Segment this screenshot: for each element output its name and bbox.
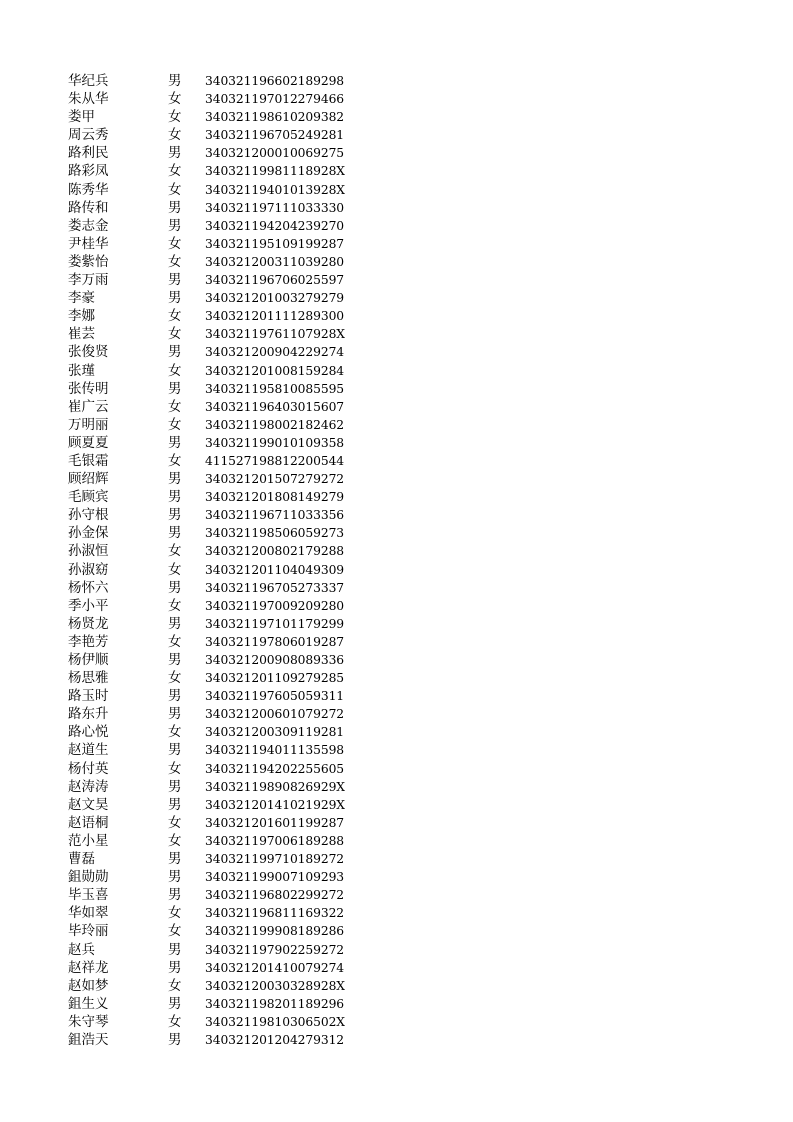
- id-number-cell: 340321201601199287: [205, 815, 345, 830]
- name-cell: 孙淑恒: [68, 543, 109, 560]
- table-row: [0, 597, 793, 615]
- id-number-cell: 340321196602189298: [205, 74, 345, 88]
- id-number-cell: 340321195109199287: [205, 236, 345, 251]
- table-row: [0, 651, 793, 669]
- gender-cell: 女: [168, 235, 182, 252]
- person-list: [0, 72, 793, 1049]
- table-row: [0, 362, 793, 380]
- name-cell: 毛银霜: [68, 452, 109, 469]
- name-cell: 范小星: [68, 832, 109, 849]
- gender-cell: 女: [168, 91, 182, 108]
- table-row: [0, 615, 793, 633]
- table-row: [0, 796, 793, 814]
- gender-cell: 女: [168, 181, 182, 198]
- gender-cell: 男: [168, 73, 182, 89]
- gender-cell: 女: [168, 109, 182, 126]
- id-number-cell: 340321197012279466: [205, 92, 345, 107]
- gender-cell: 女: [168, 326, 182, 343]
- table-row: [0, 542, 793, 560]
- id-number-cell: 340321197006189288: [205, 833, 345, 848]
- name-cell: 路心悦: [68, 724, 109, 741]
- id-number-cell: 340321194011135598: [205, 743, 345, 758]
- gender-cell: 男: [168, 471, 182, 488]
- gender-cell: 男: [168, 217, 182, 234]
- name-cell: 华纪兵: [68, 73, 109, 89]
- name-cell: 李万雨: [68, 272, 109, 289]
- gender-cell: 男: [168, 688, 182, 705]
- id-number-cell: 34032119981118928X: [205, 164, 345, 179]
- id-number-cell: 340321196403015607: [205, 399, 345, 414]
- gender-cell: 女: [168, 760, 182, 777]
- table-row: [0, 814, 793, 832]
- name-cell: 鉏勋勋: [68, 869, 109, 886]
- gender-cell: 女: [168, 163, 182, 180]
- name-cell: 孙守根: [68, 507, 109, 524]
- name-cell: 杨思雅: [68, 670, 109, 687]
- name-cell: 张俊贤: [68, 344, 109, 361]
- id-number-cell: 340321197902259272: [205, 942, 345, 957]
- gender-cell: 女: [168, 923, 182, 940]
- name-cell: 路玉时: [68, 688, 109, 705]
- id-number-cell: 34032119890826929X: [205, 779, 345, 794]
- name-cell: 万明丽: [68, 416, 109, 433]
- name-cell: 李豪: [68, 290, 95, 307]
- gender-cell: 女: [168, 561, 182, 578]
- id-number-cell: 340321200311039280: [205, 254, 345, 269]
- table-row: [0, 506, 793, 524]
- id-number-cell: 34032120030328928X: [205, 978, 345, 993]
- name-cell: 杨贤龙: [68, 615, 109, 632]
- table-row: [0, 760, 793, 778]
- table-row: [0, 470, 793, 488]
- name-cell: 路彩凤: [68, 163, 109, 180]
- id-number-cell: 340321197111033330: [205, 200, 345, 215]
- id-number-cell: 340321199908189286: [205, 924, 345, 939]
- id-number-cell: 340321199010109358: [205, 435, 345, 450]
- id-number-cell: 340321196705249281: [205, 128, 345, 143]
- gender-cell: 女: [168, 597, 182, 614]
- gender-cell: 女: [168, 452, 182, 469]
- gender-cell: 男: [168, 959, 182, 976]
- id-number-cell: 340321201204279312: [205, 1032, 345, 1047]
- table-row: [0, 705, 793, 723]
- gender-cell: 女: [168, 127, 182, 144]
- name-cell: 陈秀华: [68, 181, 109, 198]
- table-row: [0, 235, 793, 253]
- gender-cell: 女: [168, 670, 182, 687]
- gender-cell: 男: [168, 869, 182, 886]
- gender-cell: 男: [168, 995, 182, 1012]
- table-row: [0, 524, 793, 542]
- name-cell: 张瑾: [68, 362, 95, 379]
- name-cell: 娄志金: [68, 217, 109, 234]
- gender-cell: 男: [168, 851, 182, 868]
- name-cell: 鉏生义: [68, 995, 109, 1012]
- table-row: [0, 886, 793, 904]
- name-cell: 孙淑窈: [68, 561, 109, 578]
- name-cell: 杨伊顺: [68, 652, 109, 668]
- table-row: [0, 126, 793, 144]
- gender-cell: 男: [168, 507, 182, 524]
- table-row: [0, 90, 793, 108]
- table-row: [0, 561, 793, 579]
- id-number-cell: 340321196802299272: [205, 888, 345, 903]
- name-cell: 路利民: [68, 145, 109, 162]
- id-number-cell: 340321201808149279: [205, 490, 345, 505]
- id-number-cell: 340321194202255605: [205, 761, 345, 776]
- name-cell: 崔芸: [68, 326, 95, 343]
- gender-cell: 女: [168, 253, 182, 270]
- table-row: [0, 868, 793, 886]
- gender-cell: 女: [168, 814, 182, 831]
- id-number-cell: 340321200309119281: [205, 725, 345, 740]
- table-row: [0, 904, 793, 922]
- name-cell: 娄紫怡: [68, 253, 109, 270]
- name-cell: 杨付英: [68, 760, 109, 777]
- gender-cell: 女: [168, 832, 182, 849]
- table-row: [0, 723, 793, 741]
- name-cell: 赵涛涛: [68, 778, 109, 795]
- gender-cell: 女: [168, 362, 182, 379]
- id-number-cell: 340321201008159284: [205, 363, 345, 378]
- id-number-cell: 340321201003279279: [205, 291, 345, 306]
- name-cell: 朱守琴: [68, 1013, 109, 1030]
- id-number-cell: 340321195810085595: [205, 381, 345, 396]
- id-number-cell: 340321200908089336: [205, 653, 345, 667]
- table-row: [0, 741, 793, 759]
- id-number-cell: 34032120141021929X: [205, 797, 345, 812]
- table-row: [0, 1031, 793, 1049]
- table-row: [0, 253, 793, 271]
- gender-cell: 女: [168, 416, 182, 433]
- id-number-cell: 340321196811169322: [205, 906, 345, 921]
- id-number-cell: 411527198812200544: [205, 453, 345, 468]
- table-row: [0, 307, 793, 325]
- table-row: [0, 271, 793, 289]
- table-row: [0, 181, 793, 199]
- table-row: [0, 977, 793, 995]
- name-cell: 李娜: [68, 308, 95, 325]
- name-cell: 季小平: [68, 597, 109, 614]
- id-number-cell: 340321200010069275: [205, 146, 345, 161]
- gender-cell: 男: [168, 199, 182, 216]
- id-number-cell: 340321197806019287: [205, 634, 345, 649]
- id-number-cell: 340321201109279285: [205, 671, 345, 686]
- gender-cell: 男: [168, 706, 182, 723]
- id-number-cell: 340321196711033356: [205, 508, 345, 523]
- id-number-cell: 340321201410079274: [205, 960, 345, 975]
- id-number-cell: 34032119401013928X: [205, 182, 345, 197]
- gender-cell: 男: [168, 434, 182, 451]
- gender-cell: 男: [168, 1031, 182, 1048]
- gender-cell: 女: [168, 977, 182, 994]
- name-cell: 顾绍辉: [68, 471, 109, 488]
- table-row: [0, 289, 793, 307]
- name-cell: 毕玲丽: [68, 923, 109, 940]
- table-row: [0, 669, 793, 687]
- id-number-cell: 340321197101179299: [205, 616, 345, 631]
- id-number-cell: 340321201104049309: [205, 562, 345, 577]
- name-cell: 尹桂华: [68, 235, 109, 252]
- name-cell: 毕玉喜: [68, 887, 109, 904]
- id-number-cell: 340321198610209382: [205, 110, 345, 125]
- gender-cell: 男: [168, 887, 182, 904]
- table-row: [0, 850, 793, 868]
- gender-cell: 女: [168, 543, 182, 560]
- gender-cell: 男: [168, 579, 182, 596]
- name-cell: 朱从华: [68, 91, 109, 108]
- gender-cell: 女: [168, 1013, 182, 1030]
- id-number-cell: 340321200802179288: [205, 544, 345, 559]
- name-cell: 华如翠: [68, 905, 109, 922]
- table-row: [0, 199, 793, 217]
- table-row: [0, 416, 793, 434]
- table-row: [0, 778, 793, 796]
- id-number-cell: 340321194204239270: [205, 218, 345, 233]
- gender-cell: 男: [168, 380, 182, 397]
- id-number-cell: 34032119810306502X: [205, 1014, 345, 1029]
- name-cell: 孙金保: [68, 525, 109, 542]
- name-cell: 李艳芳: [68, 633, 109, 650]
- id-number-cell: 340321197009209280: [205, 598, 345, 613]
- table-row: [0, 941, 793, 959]
- gender-cell: 男: [168, 272, 182, 289]
- table-row: [0, 108, 793, 126]
- id-number-cell: 340321201111289300: [205, 309, 345, 324]
- id-number-cell: 340321199007109293: [205, 870, 345, 885]
- table-row: [0, 325, 793, 343]
- table-row: [0, 922, 793, 940]
- name-cell: 顾夏夏: [68, 434, 109, 451]
- id-number-cell: 340321199710189272: [205, 852, 345, 867]
- gender-cell: 女: [168, 398, 182, 415]
- table-row: [0, 959, 793, 977]
- gender-cell: 男: [168, 615, 182, 632]
- table-row: [0, 633, 793, 651]
- id-number-cell: 340321198506059273: [205, 526, 345, 541]
- gender-cell: 男: [168, 742, 182, 759]
- name-cell: 鉏浩天: [68, 1031, 109, 1048]
- table-row: [0, 398, 793, 416]
- id-number-cell: 340321201507279272: [205, 472, 345, 487]
- name-cell: 毛顾宾: [68, 489, 109, 506]
- name-cell: 曹磊: [68, 851, 95, 868]
- id-number-cell: 340321200904229274: [205, 345, 345, 360]
- table-row: [0, 162, 793, 180]
- table-row: [0, 72, 793, 90]
- table-row: [0, 579, 793, 597]
- name-cell: 路东升: [68, 706, 109, 723]
- name-cell: 赵语桐: [68, 814, 109, 831]
- table-row: [0, 832, 793, 850]
- table-row: [0, 995, 793, 1013]
- table-row: [0, 217, 793, 235]
- name-cell: 杨怀六: [68, 579, 109, 596]
- table-row: [0, 452, 793, 470]
- gender-cell: 男: [168, 489, 182, 506]
- name-cell: 赵祥龙: [68, 959, 109, 976]
- name-cell: 赵兵: [68, 941, 95, 958]
- gender-cell: 男: [168, 145, 182, 162]
- name-cell: 赵道生: [68, 742, 109, 759]
- gender-cell: 男: [168, 525, 182, 542]
- name-cell: 赵如梦: [68, 977, 109, 994]
- gender-cell: 女: [168, 905, 182, 922]
- id-number-cell: 340321196706025597: [205, 273, 345, 288]
- name-cell: 崔广云: [68, 398, 109, 415]
- id-number-cell: 340321198201189296: [205, 996, 345, 1011]
- name-cell: 娄甲: [68, 109, 95, 126]
- gender-cell: 男: [168, 941, 182, 958]
- table-row: [0, 488, 793, 506]
- gender-cell: 男: [168, 344, 182, 361]
- table-row: [0, 144, 793, 162]
- gender-cell: 女: [168, 633, 182, 650]
- name-cell: 周云秀: [68, 127, 109, 144]
- name-cell: 赵文昊: [68, 796, 109, 813]
- table-row: [0, 380, 793, 398]
- id-number-cell: 340321200601079272: [205, 707, 345, 722]
- name-cell: 张传明: [68, 380, 109, 397]
- name-cell: 路传和: [68, 199, 109, 216]
- gender-cell: 男: [168, 652, 182, 668]
- gender-cell: 男: [168, 796, 182, 813]
- id-number-cell: 340321198002182462: [205, 417, 345, 432]
- table-row: [0, 687, 793, 705]
- gender-cell: 女: [168, 308, 182, 325]
- table-row: [0, 1013, 793, 1031]
- id-number-cell: 340321197605059311: [205, 689, 345, 704]
- gender-cell: 女: [168, 724, 182, 741]
- id-number-cell: 340321196705273337: [205, 580, 345, 595]
- table-row: [0, 434, 793, 452]
- gender-cell: 男: [168, 290, 182, 307]
- gender-cell: 男: [168, 778, 182, 795]
- table-row: [0, 343, 793, 361]
- id-number-cell: 34032119761107928X: [205, 327, 345, 342]
